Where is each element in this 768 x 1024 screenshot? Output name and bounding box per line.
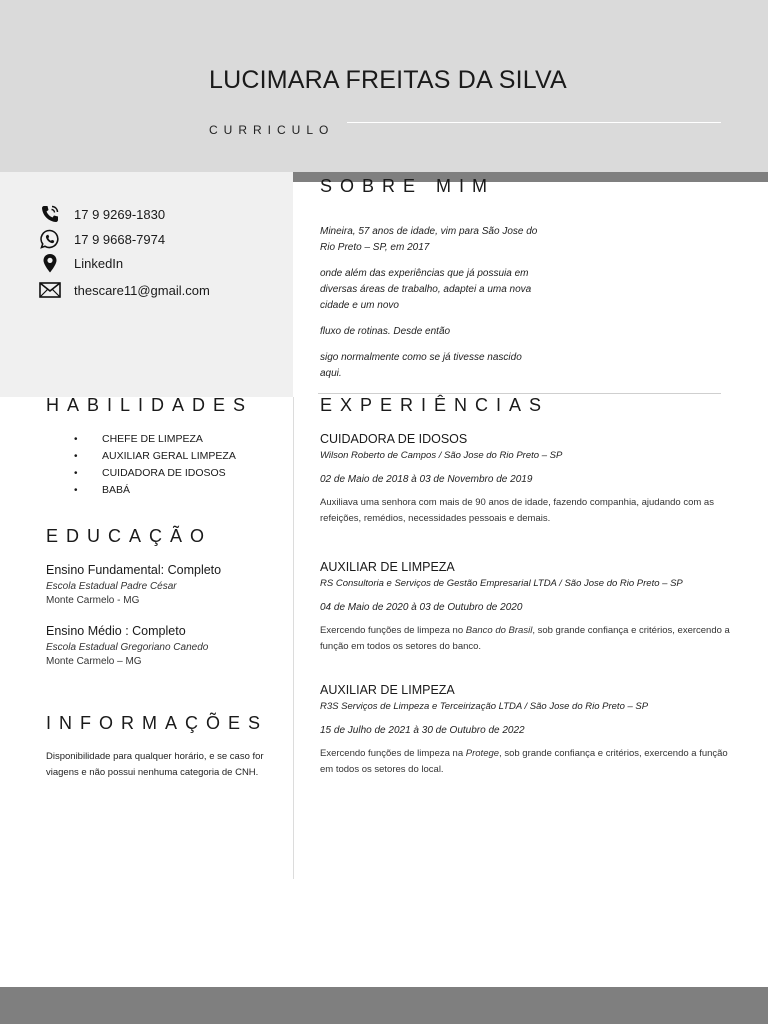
experience-description [320,623,730,655]
education-item [46,563,286,606]
experience-period: 02 de Maio de 2018 à 03 de Novembro de 2019 [320,474,533,485]
contact-phone [38,204,165,224]
education-city: Monte Carmelo - MG [46,595,140,606]
contact-email[interactable] [38,280,210,300]
contact-linkedin[interactable] [38,253,123,273]
info-title: INFORMAÇÕES [46,713,269,733]
contact-whatsapp [38,229,165,249]
skills-list [74,431,236,499]
education-school: Escola Estadual Gregoriano Canedo [46,642,209,653]
education-city: Monte Carmelo – MG [46,656,142,667]
header-divider [347,122,721,123]
contact-email-text[interactable]: thescare11@gmail.com [74,282,210,298]
experience-company: Wilson Roberto de Campos / São Jose do Rio Preto – SP [320,450,563,461]
experience-title: EXPERIÊNCIAS [320,395,550,415]
skill-item: • CHEFE DE LIMPEZA [74,431,236,448]
contact-phone-text: 17 9 9269-1830 [74,206,166,222]
description-text: Exercendo funções de limpeza na [320,748,466,759]
candidate-name: LUCIMARA FREITAS DA SILVA [209,66,567,94]
about-paragraph: onde além das experiências que já possuia em diversas áreas de trabalho, adaptei a uma nova cidade e um novo [320,268,532,311]
experience-period: 04 de Maio de 2020 à 03 de Outubro de 2020 [320,602,523,613]
education-degree: Ensino Médio : Completo [46,624,186,638]
skills-title: HABILIDADES [46,395,254,415]
about-text [320,224,540,392]
skill-item: • CUIDADORA DE IDOSOS [74,465,236,482]
experience-description [320,746,730,778]
description-text: Exercendo funções de limpeza no [320,625,466,636]
about-paragraph: Mineira, 57 anos de idade, vim para São Jose do Rio Preto – SP, em 2017 [320,226,538,253]
description-text: , sob grande confiança e critérios, exercendo a função em todos os setores do local. [320,748,728,775]
about-title: SOBRE MIM [320,176,496,196]
column-divider [293,397,294,879]
about-paragraph: sigo normalmente como se já tivesse nascido aqui. [320,352,522,379]
experience-item [320,432,740,527]
experience-description: Auxiliava uma senhora com mais de 90 anos de idade, fazendo companhia, ajudando com as refeições, remédios, necessidades pessoais e demais. [320,497,714,524]
contact-linkedin-text[interactable]: LinkedIn [74,255,124,271]
experience-period: 15 de Julho de 2021 à 30 de Outubro de 2022 [320,725,525,736]
experience-role: AUXILIAR DE LIMPEZA [320,560,455,574]
description-emphasis: Banco do Brasil [465,625,533,636]
education-degree: Ensino Fundamental: Completo [46,563,222,577]
education-item [46,624,286,667]
document-subtitle: CURRICULO [209,123,335,137]
info-text: Disponibilidade para qualquer horário, e se caso for viagens e não possui nenhuma categoria de CNH. [46,751,264,778]
education-school: Escola Estadual Padre César [46,581,177,592]
skill-item: • AUXILIAR GERAL LIMPEZA [74,448,236,465]
about-divider [318,393,721,394]
experience-company: RS Consultoria e Serviços de Gestão Empresarial LTDA / São Jose do Rio Preto – SP [320,578,683,589]
envelope-icon [38,280,62,300]
description-text: , sob grande confiança e critérios, exercendo a função em todos os setores do banco. [320,625,730,652]
description-emphasis: Protege [465,748,500,759]
skill-item: • BABÁ [74,482,236,499]
experience-role: AUXILIAR DE LIMPEZA [320,683,455,697]
location-pin-icon [38,253,62,273]
education-title: EDUCAÇÃO [46,526,213,546]
footer-bar [0,987,768,1024]
experience-item [320,560,740,655]
experience-role: CUIDADORA DE IDOSOS [320,432,468,446]
contact-whatsapp-text: 17 9 9668-7974 [74,231,166,247]
whatsapp-icon [38,229,62,249]
phone-icon [38,204,62,224]
experience-item [320,683,740,778]
about-paragraph: fluxo de rotinas. Desde então [320,326,451,337]
experience-company: R3S Serviços de Limpeza e Terceirização LTDA / São Jose do Rio Preto – SP [320,701,649,712]
